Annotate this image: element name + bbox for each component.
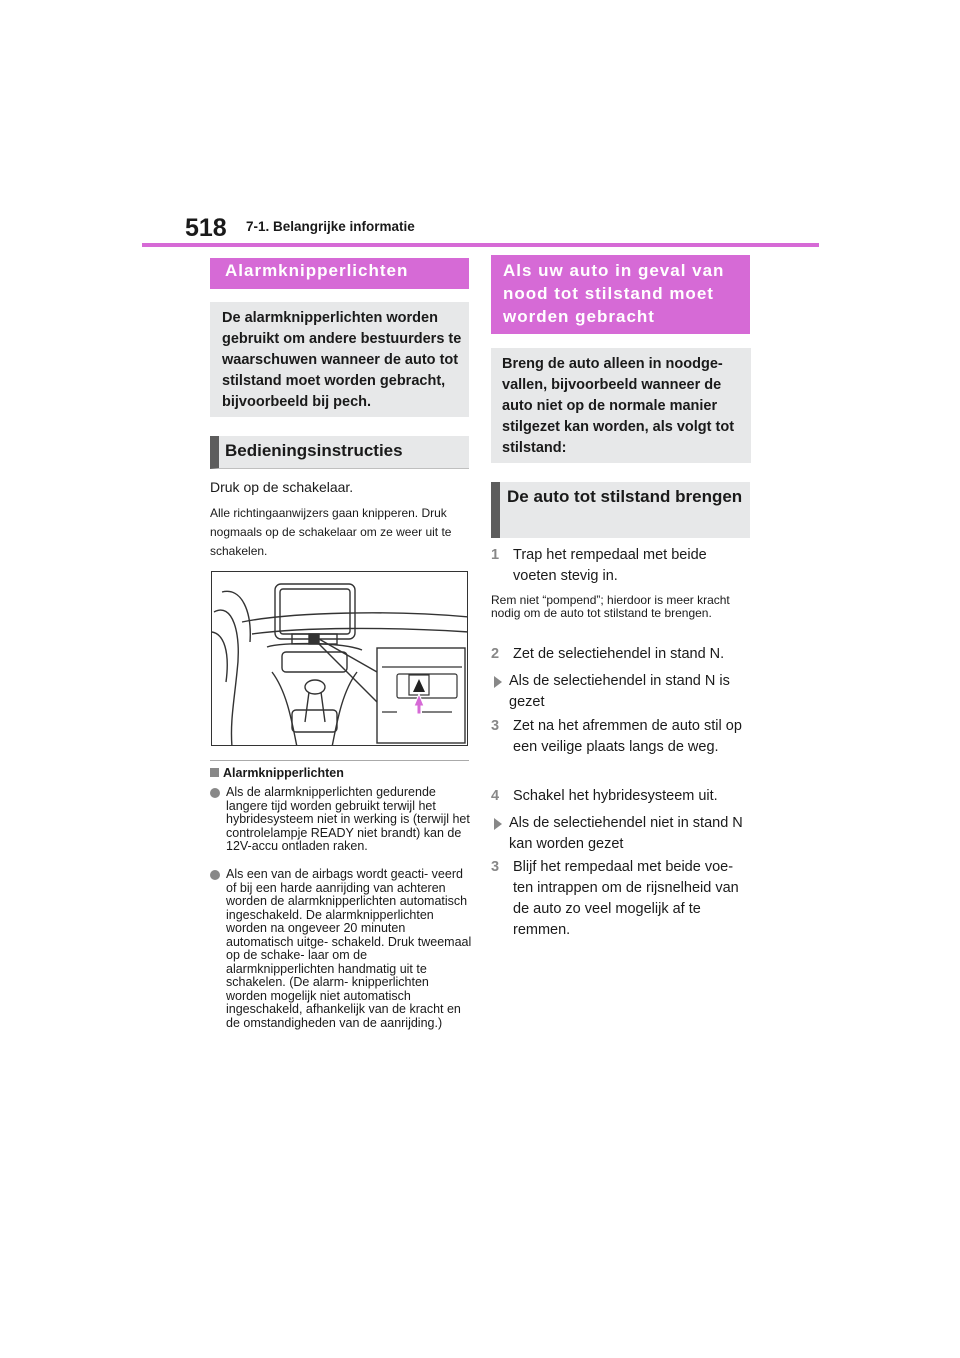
step-text: Blijf het rempedaal met beide voe- ten intrappen om de rijsnelheid van de auto zo veel mogelijk af te remmen. <box>513 859 739 938</box>
chapter-title: 7-1. Belangrijke informatie <box>246 219 415 234</box>
step-text: Zet na het afremmen de auto stil op een veilige plaats langs de weg. <box>513 718 742 755</box>
intro-box-right: Breng de auto alleen in noodge- vallen, bijvoorbeeld wanneer de auto niet op de normale manier stilgezet kan worden, als volgt tot stilstand: <box>491 348 751 463</box>
step-1-note: Rem niet “pompend”; hierdoor is meer kracht nodig om de auto tot stilstand te brengen. <box>491 593 730 620</box>
condition-text: Als de selectiehendel in stand N is gezet <box>509 673 730 710</box>
step-text: Zet de selectiehendel in stand N. <box>513 646 725 662</box>
step-number: 4 <box>491 788 500 804</box>
circle-bullet-icon <box>210 788 220 798</box>
condition-n-possible <box>491 671 753 713</box>
dashboard-illustration <box>211 571 468 746</box>
square-bullet-icon <box>210 768 219 777</box>
header-rule <box>142 243 819 247</box>
step-text: Schakel het hybridesysteem uit. <box>513 788 718 804</box>
note-title <box>210 766 344 780</box>
note-title-text: Alarmknipperlichten <box>223 766 344 780</box>
step-3a <box>491 716 753 758</box>
step-number: 1 <box>491 547 500 563</box>
list-item <box>210 868 472 1030</box>
page-number: 518 <box>185 214 227 242</box>
step-number: 2 <box>491 646 500 662</box>
section-title-emergency-stop: Als uw auto in geval van nood tot stilstand moet worden gebracht <box>491 255 750 334</box>
circle-bullet-icon <box>210 870 220 880</box>
step-1 <box>491 545 753 587</box>
triangle-bullet-icon <box>494 676 502 688</box>
step-text: Trap het rempedaal met beide voeten stevig in. <box>513 547 707 584</box>
section-divider <box>210 760 469 761</box>
subheading-operation: Bedieningsinstructies <box>210 436 469 469</box>
instruction-detail: Alle richtingaanwijzers gaan knipperen. Druk nogmaals op de schakelaar om ze weer uit te schakelen. <box>210 506 452 558</box>
dashboard-drawing <box>212 572 468 746</box>
step-4 <box>491 786 753 807</box>
condition-text: Als de selectiehendel niet in stand N kan worden gezet <box>509 815 743 852</box>
step-number: 3 <box>491 718 500 734</box>
section-title-hazard-lights: Alarmknipperlichten <box>210 258 469 289</box>
condition-n-not-possible <box>491 813 753 855</box>
step-2 <box>491 644 753 665</box>
intro-box-left: De alarmknipperlichten worden gebruikt om andere bestuurders te waarschuwen wanneer de auto tot stilstand moet worden gebracht, bijvoorbeeld bij pech. <box>210 302 469 417</box>
subheading-stopping: De auto tot stilstand brengen <box>491 482 750 538</box>
list-item <box>210 786 472 854</box>
instruction-text: Druk op de schakelaar. <box>210 479 354 495</box>
bullet-text: Als de alarmknipperlichten gedurende langere tijd worden gebruikt terwijl het hybridesysteem niet in werking is (terwijl het controlelampje READY niet brandt) kan de 12V-accu ontladen raken. <box>226 785 470 853</box>
triangle-bullet-icon <box>494 818 502 830</box>
step-3b <box>491 857 753 941</box>
step-number: 3 <box>491 859 500 875</box>
bullet-text: Als een van de airbags wordt geacti- veerd of bij een harde aanrijding van achteren worden de alarmknipperlichten automatisch ingeschakeld. De alarmknipperlichten worden na ongeveer 20 minuten automatisch uitge- schakeld. Druk tweemaal op de schake- laar om de alarmknipperlichten handmatig uit te schakelen. (De alarm- knipperlichten worden mogelijk niet automatisch ingeschakeld, afhankelijk van de kracht en de omstandigheden van de aanrijding.) <box>226 867 472 1030</box>
